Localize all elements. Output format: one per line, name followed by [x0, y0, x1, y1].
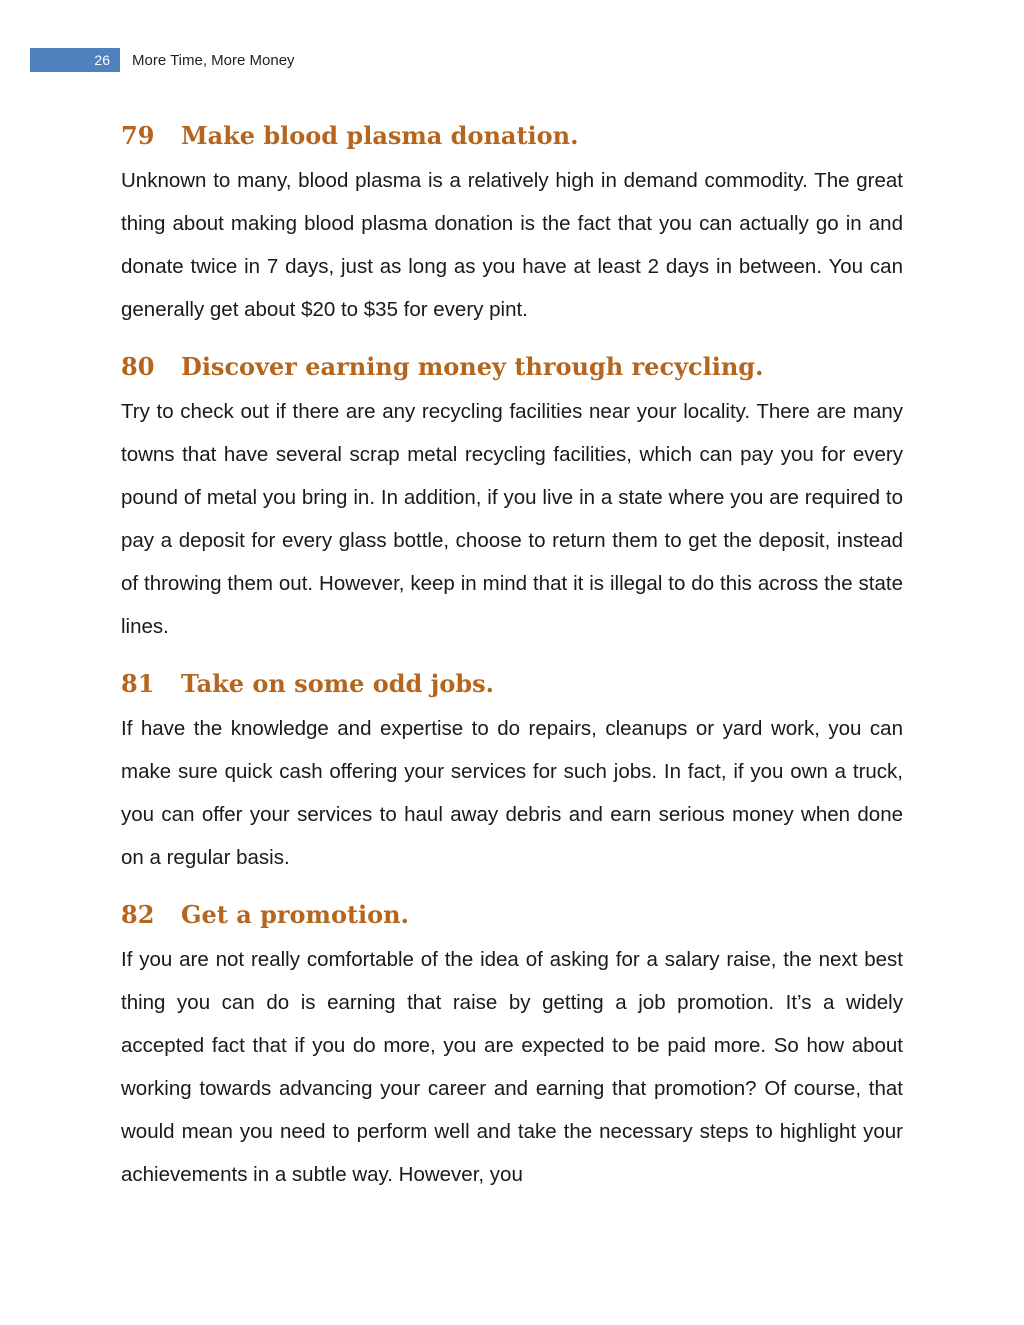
section-number: 81 — [121, 669, 155, 698]
section-heading — [121, 348, 903, 386]
section-80 — [121, 348, 903, 648]
section-heading — [121, 665, 903, 703]
section-79 — [121, 117, 903, 331]
page-number: 26 — [30, 48, 120, 72]
section-title: Discover earning money through recycling. — [181, 352, 764, 381]
section-number: 82 — [121, 900, 155, 929]
page-content — [121, 117, 903, 1213]
section-body: Try to check out if there are any recycling facilities near your locality. There are many towns that have several scrap metal recycling facilities, which can pay you for every pound of metal you bring in. In addition, if you live in a state where you are required to pay a deposit for every glass bottle, choose to return them to get the deposit, instead of throwing them out. However, keep in mind that it is illegal to do this across the state lines. — [121, 400, 903, 638]
section-body: If have the knowledge and expertise to do repairs, cleanups or yard work, you can make sure quick cash offering your services for such jobs. In fact, if you own a truck, you can offer your services to haul away debris and earn serious money when done on a regular basis. — [121, 717, 903, 869]
section-title: Make blood plasma donation. — [181, 121, 579, 150]
running-title: More Time, More Money — [132, 51, 295, 69]
section-number: 79 — [121, 121, 155, 150]
section-body: Unknown to many, blood plasma is a relatively high in demand commodity. The great thing about making blood plasma donation is the fact that you can actually go in and donate twice in 7 days, just as long as you have at least 2 days in between. You can generally get about $20 to $35 for every pint. — [121, 169, 903, 321]
section-heading — [121, 117, 903, 155]
section-body: If you are not really comfortable of the idea of asking for a salary raise, the next best thing you can do is earning that raise by getting a job promotion. It’s a widely accepted fact that if you do more, you are expected to be paid more. So how about working towards advancing your career and earning that promotion? Of course, that would mean you need to perform well and take the necessary steps to highlight your achievements in a subtle way. However, you — [121, 948, 903, 1186]
section-heading — [121, 896, 903, 934]
section-title: Take on some odd jobs. — [181, 669, 494, 698]
section-title: Get a promotion. — [181, 900, 409, 929]
section-number: 80 — [121, 352, 155, 381]
page-header — [30, 48, 295, 72]
section-81 — [121, 665, 903, 879]
section-82 — [121, 896, 903, 1196]
